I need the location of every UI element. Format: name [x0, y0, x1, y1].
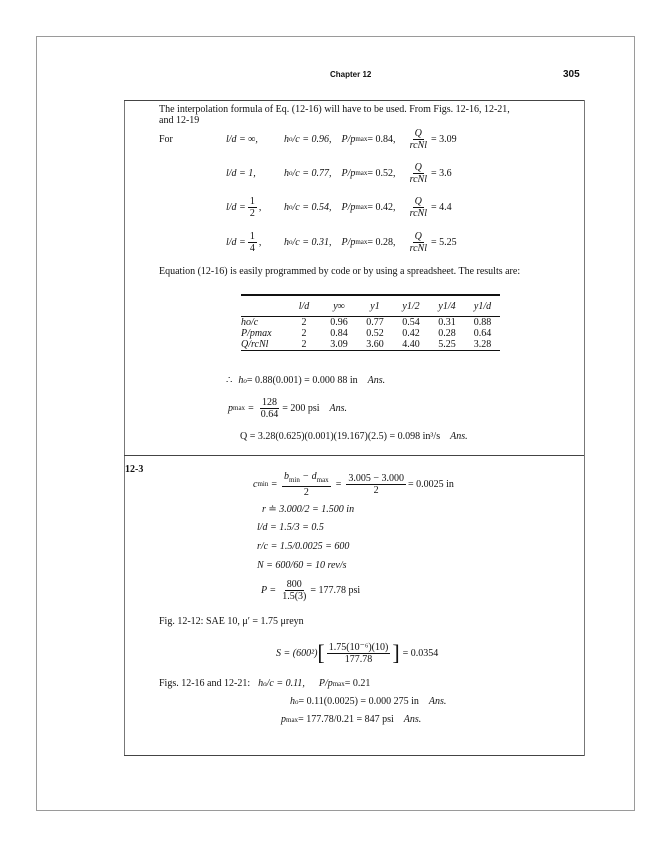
equation-sentence: Equation (12-16) is easily programmed by code or by using a spreadsheet. The results are: [159, 266, 521, 277]
solution-box-bottom-border [124, 755, 584, 756]
ho-result: ∴ h o = 0.88(0.001) = 0.000 88 in Ans. [226, 375, 386, 386]
table-row: ho/c 2 0.96 0.77 0.54 0.31 0.88 [241, 317, 500, 329]
for-label: For [159, 134, 173, 145]
interp-row-3: l/d = $\frac{1}{2}$ , h o /c = 0.54, P/p max = 0.42, $\frac{Q}{\text{rcNl}}$ = 4.4 [226, 195, 452, 219]
solution-box-right-border [584, 100, 585, 756]
fig-line: Fig. 12-12: SAE 10, μ′ = 1.75 μreyn [159, 616, 304, 627]
r-line: r ≐ 3.000/2 = 1.500 in [262, 504, 355, 515]
rc-line: r/c = 1.5/0.0025 = 600 [257, 541, 350, 552]
intro-line-2: and 12-19 [159, 115, 200, 126]
table-header-row: l/d y∞ y1 y1/2 y1/4 y1/d [298, 301, 492, 312]
problem-divider [124, 455, 584, 456]
interp-row-1: l/d = ∞, h o /c = 0.96, P/p max = 0.84, $\frac{Q}{\text{rcNl}}$ = 3.09 [226, 127, 457, 151]
solution-box-left-border [124, 100, 125, 756]
ho-line: h o = 0.11(0.0025) = 0.000 275 in Ans. [290, 696, 447, 707]
page-number: 305 [563, 69, 580, 80]
q-result: Q = 3.28(0.625)(0.001)(19.167)(2.5) = 0.098 in³/s Ans. [240, 431, 468, 442]
chapter-header: Chapter 12 [330, 70, 372, 79]
cmin-equation: c min = $\frac{b_{min} - d_{max}}{2}$ = $\frac{3.005 - 3.000}{2}$ = 0.0025 in [253, 470, 454, 498]
pmax-line: p max = 177.78/0.21 = 847 psi Ans. [281, 714, 422, 725]
intro-line-1: The interpolation formula of Eq. (12-16) will have to be used. From Figs. 12-16, 12-21, [159, 104, 510, 115]
table-row: P/pmax 2 0.84 0.52 0.42 0.28 0.64 [241, 328, 492, 339]
interp-row-4: l/d = $\frac{1}{4}$ , h o /c = 0.31, P/p max = 0.28, $\frac{Q}{\text{rcNl}}$ = 5.25 [226, 230, 457, 254]
interp-row-2: l/d = 1, h o /c = 0.77, P/p max = 0.52, $\frac{Q}{\text{rcNl}}$ = 3.6 [226, 161, 452, 185]
problem-label: 12-3 [125, 464, 144, 475]
p-equation: P = $\frac{800}{1.5(3)}$ = 177.78 psi [261, 578, 361, 602]
pmax-result: p max = $\frac{128}{0.64}$ = 200 psi Ans. [228, 396, 348, 420]
table-row: Q/rcNl 2 3.09 3.60 4.40 5.25 3.28 [241, 339, 500, 351]
results-table [241, 295, 500, 351]
figs-line: Figs. 12-16 and 12-21: h o /c = 0.11, P/p max = 0.21 [159, 678, 371, 689]
n-line: N = 600/60 = 10 rev/s [257, 560, 347, 571]
s-equation: S = (600²) [ $\frac{\text{1.75(10⁻⁶)(10)}}{177.78}$ ] = 0.0354 [276, 640, 439, 665]
solution-box-top-border [124, 100, 584, 101]
ld-line: l/d = 1.5/3 = 0.5 [257, 522, 324, 533]
